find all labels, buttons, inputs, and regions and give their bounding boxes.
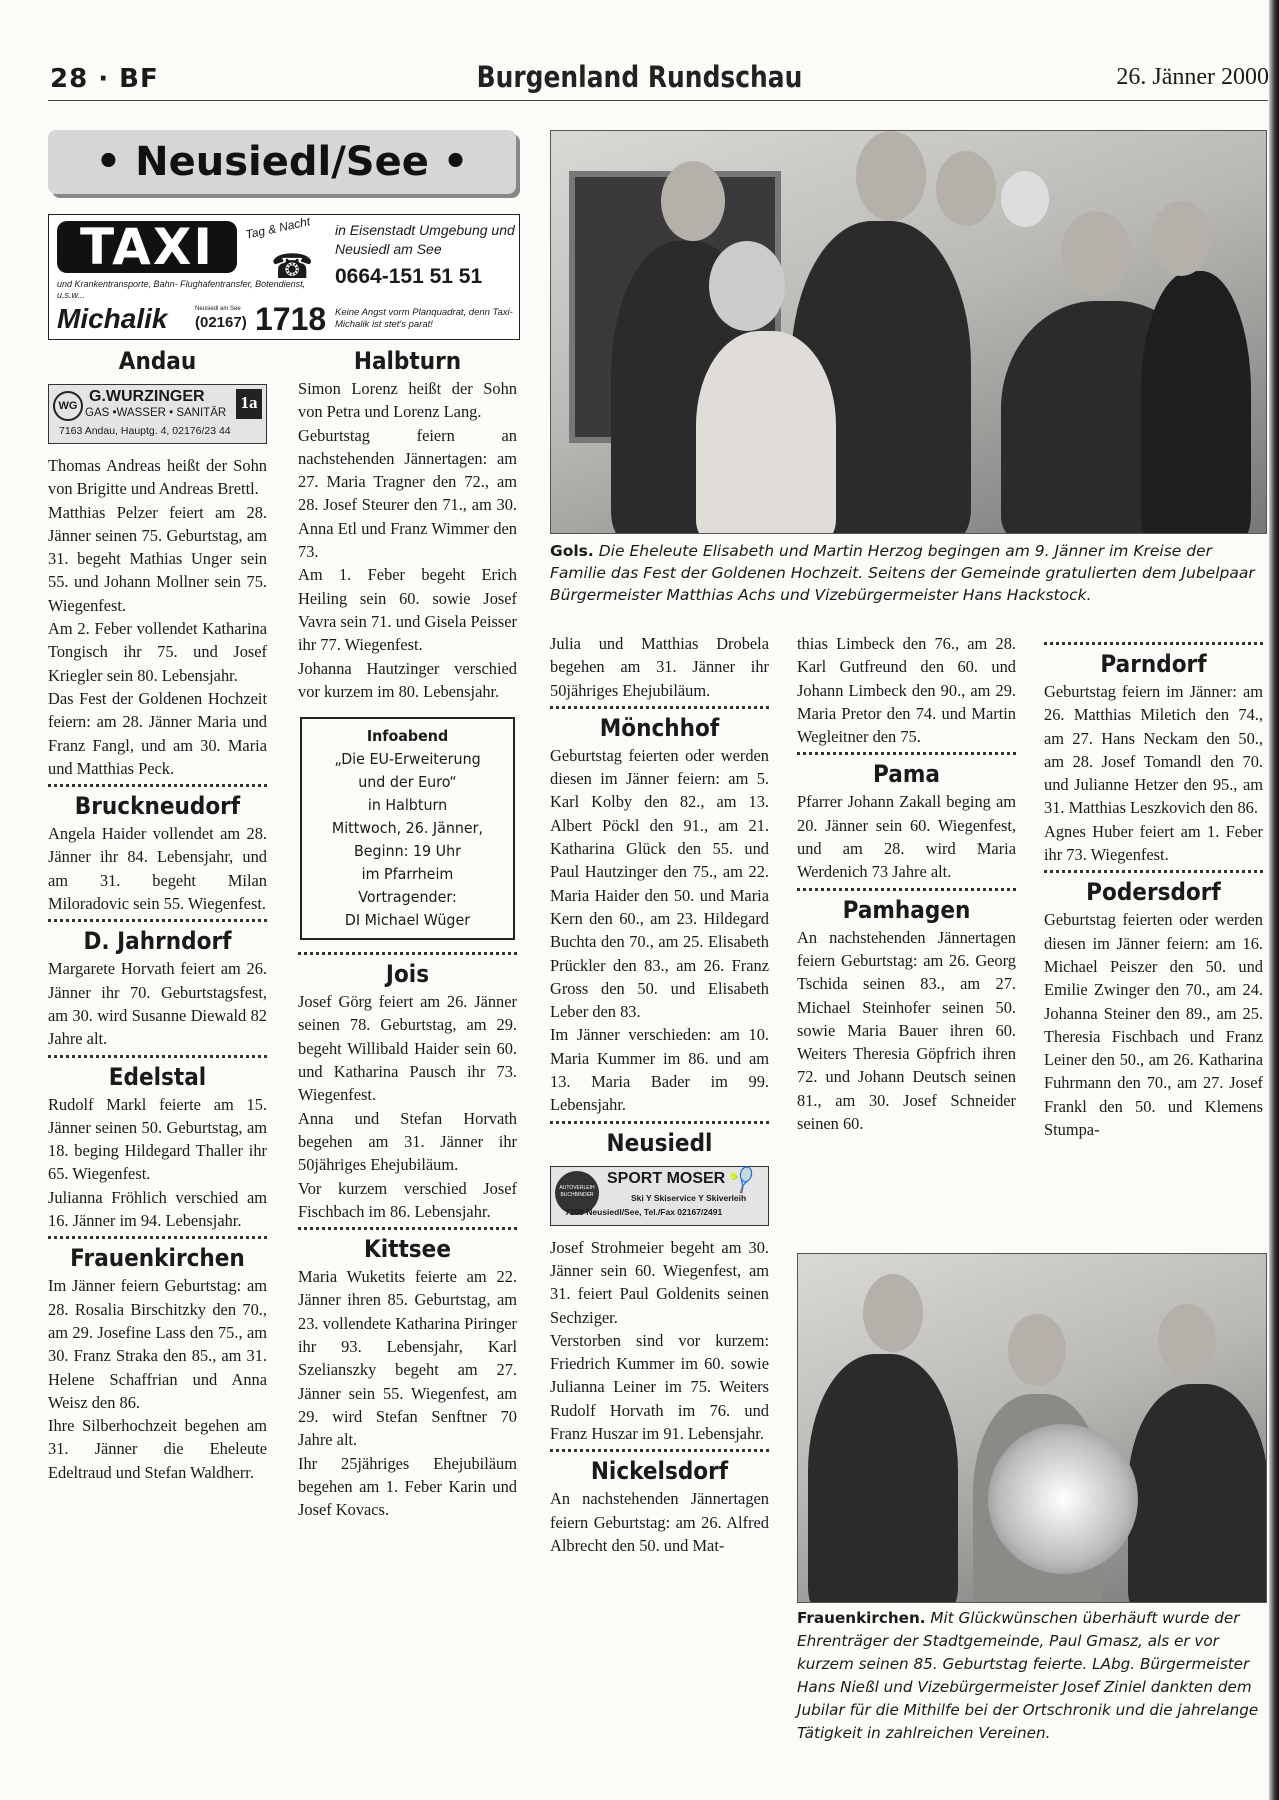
article-paragraph: Thomas Andreas heißt der Sohn von Brigitte und Andreas Brettl. [48, 456, 267, 499]
dotted-divider [298, 1227, 517, 1230]
article-paragraph: Johanna Hautzinger verschied vor kurzem im 80. Lebensjahr. [298, 658, 517, 701]
article-paragraph: thias Limbeck den 76., am 28. Karl Gutfreund den 60. und Johann Limbeck den 90., am 29. Maria Pretor den 74. und Martin Wegleitner den 75. [797, 634, 1016, 747]
sport-moser-name: SPORT MOSER [607, 1169, 726, 1187]
article-paragraph: An nachstehenden Jännertagen feiern Geburtstag: am 26. Georg Tschida seinen 83., am 27. Michael Steinhofer seinen 50. sowie Maria Bauer ihren 60. Weiters Theresia Göpfrich ihren 72. und Johann Deutsch seinen 81., am 30. Josef Schneider seinen 60. [797, 927, 1016, 1134]
dotted-divider [298, 952, 517, 955]
section-title: • Neusiedl/See • [48, 130, 516, 194]
dotted-divider [48, 784, 267, 787]
article-paragraph: An nachstehenden Jännertagen feiern Geburtstag: am 26. Alfred Albrecht den 50. und Mat- [550, 1489, 769, 1555]
article-paragraph: Am 1. Feber begeht Erich Heiling sein 60. sowie Josef Vavra sein 71. und Gisela Peisser ihr 77. Wiegenfest. [298, 565, 517, 655]
wurzinger-badge: 1a [236, 389, 262, 419]
town-heading: Jois [385, 960, 430, 989]
infoabend-line: Vortragender: [358, 888, 457, 907]
infoabend-line: und der Euro“ [358, 773, 457, 792]
infoabend-title: Infoabend [366, 727, 449, 746]
town-heading: Neusiedl [606, 1128, 713, 1157]
article-paragraph: Anna und Stefan Horvath begehen am 31. Jänner ihr 50jähriges Ehejubiläum. [298, 1108, 517, 1175]
dotted-divider [550, 1121, 769, 1124]
dotted-divider [1044, 642, 1263, 645]
taxi-mobile-number: 0664-151 51 51 [335, 265, 483, 288]
photo-frauenkirchen-birthday [797, 1253, 1267, 1603]
taxi-company-name: Michalik [57, 303, 168, 334]
article-paragraph: Verstorben sind vor kurzem: Friedrich Kummer im 60. sowie Julianna Leiner im 75. Weiters Rudolf Horvath im 76. und Franz Huszar im 91. Lebensjahr. [550, 1330, 769, 1444]
taxi-tag: Tag & Nacht [244, 214, 312, 242]
article-paragraph: Im Jänner verschieden: am 10. Maria Kummer im 86. und am 13. Maria Bader im 99. Lebensjahr. [550, 1025, 769, 1115]
taxi-area-label: Neusiedl am See [195, 306, 241, 312]
article-column-1 [48, 344, 267, 1484]
article-paragraph: Geburtstag feierten oder werden diesen im Jänner feiern: am 5. Karl Kolby den 82., am 13. Albert Pöckl den 91., am 21. Katharina Glück den 55. und Paul Hautzinger den 75., am 22. Maria Haider den 50. und Maria Kern den 60., am 23. Hildegard Buchta den 70., am 25. Elisabeth Prückler den 83., am 26. Franz Gross den 50. und Elisabeth Leber den 83. [550, 745, 769, 1022]
article-paragraph: Geburtstag feiern im Jänner: am 26. Matthias Miletich den 74., am 27. Hans Neckam den 50., am 28. Josef Tomandl den 70. und Julianne Hetzer den 95., am 31. Matthias Leszkovich den 86. [1044, 682, 1263, 818]
town-heading: D. Jahrndorf [83, 927, 232, 956]
town-heading: Pama [873, 760, 940, 789]
article-paragraph: Das Fest der Goldenen Hochzeit feiern: am 28. Jänner Maria und Franz Fangl, und am 30. Maria und Matthias Peck. [48, 688, 267, 778]
article-paragraph: Ihr 25jähriges Ehejubiläum begehen am 1. Feber Karin und Josef Kovacs. [298, 1453, 517, 1520]
caption-place: Frauenkirchen. [797, 1609, 926, 1627]
issue-date: 26. Jänner 2000 [1116, 64, 1269, 90]
photo-caption-gols [550, 540, 1272, 606]
wurzinger-address: 7163 Andau, Hauptg. 4, 02176/23 44 [59, 425, 231, 437]
article-paragraph: Geburtstag feierten oder werden diesen im Jänner feiern: am 16. Michael Peiszer den 50. und Emilie Zwinger den 70., am 24. Johanna Steiner den 89., am 25. Theresia Fischbach und Franz Leiner den 50., am 26. Katharina Fuhrmann den 70., am 27. Josef Frankl den 50. und Klemens Stumpa- [1044, 910, 1263, 1140]
article-paragraph: Simon Lorenz heißt der Sohn von Petra und Lorenz Lang. [298, 379, 517, 422]
article-paragraph: Rudolf Markl feierte am 15. Jänner seinen 50. Geburtstag, am 18. beging Hildegard Thaller ihr 65. Wiegenfest. [48, 1094, 267, 1184]
infoabend-line: Mittwoch, 26. Jänner, [331, 819, 484, 838]
taxi-slogan: Keine Angst vorm Planquadrat, denn Taxi-Michalik ist stet's parat! [335, 307, 513, 330]
town-heading: Bruckneudorf [74, 792, 241, 821]
article-paragraph: Maria Wuketits feierte am 22. Jänner ihren 85. Geburtstag, am 23. vollendete Katharina Piringer ihr 93. Lebensjahr, Karl Szelianszky begeht am 27. Jänner sein 55. Wiegenfest, am 29. wird Stefan Senftner 70 Jahre alt. [298, 1267, 517, 1450]
town-heading: Mönchhof [599, 713, 720, 742]
article-paragraph: Pfarrer Johann Zakall beging am 20. Jänner sein 60. Wiegenfest, und am 28. wird Maria Werdenich 73 Jahre alt. [797, 792, 1016, 882]
caption-place: Gols. [550, 542, 594, 560]
photo-gols-golden-wedding [550, 130, 1267, 534]
article-paragraph: Agnes Huber feiert am 1. Feber ihr 73. Wiegenfest. [1044, 821, 1263, 865]
dotted-divider [1044, 870, 1263, 873]
sport-moser-address: 7100 Neusiedl/See, Tel./Fax 02167/2491 [565, 1206, 723, 1217]
town-heading: Frauenkirchen [70, 1244, 245, 1273]
taxi-region: in Eisenstadt Umgebung und Neusiedl am See [335, 222, 515, 257]
wurzinger-name: G.WURZINGER [89, 388, 205, 405]
article-paragraph: Josef Görg feiert am 26. Jänner seinen 78. Geburtstag, am 29. begeht Willibald Haider sein 60. und Katharina Pausch ihr 73. Wiegenfest. [298, 992, 517, 1105]
dotted-divider [48, 919, 267, 922]
telephone-icon: ☎ [271, 248, 314, 286]
article-paragraph: Im Jänner feiern Geburtstag: am 28. Rosalia Birschitzky den 70., am 29. Josefine Lass den 75., am 30. Franz Straka den 85., am 31. Helene Schaffrian und Anna Weisz den 86. [48, 1276, 267, 1412]
article-paragraph: Vor kurzem verschied Josef Fischbach im 86. Lebensjahr. [298, 1178, 517, 1221]
dotted-divider [48, 1236, 267, 1239]
taxi-services: und Krankentransporte, Bahn- Flughafentransfer, Botendienst, u.s.w... [57, 279, 306, 300]
infoabend-line: „Die EU-Erweiterung [334, 750, 481, 769]
article-column-5 [1044, 638, 1263, 1141]
sport-moser-advertisement [550, 1163, 769, 1226]
dotted-divider [550, 1449, 769, 1452]
caption-text: Die Eheleute Elisabeth und Martin Herzog begingen am 9. Jänner im Kreise der Familie das Fest der Goldenen Hochzeit. Seitens der Gemeinde gratulierten dem Jubelpaar Bürgermeister Matthias Achs und Vizebürgermeister Hans Hackstock. [550, 542, 1255, 604]
taxi-advertisement [48, 214, 520, 340]
article-paragraph: Matthias Pelzer feiert am 28. Jänner seinen 75. Geburtstag, am 31. begeht Mathias Unger sein 55. und Johann Mollner sein 75. Wiegenfest. [48, 502, 267, 615]
dotted-divider [797, 752, 1016, 755]
sport-moser-services: Ski Y Skiservice Y Skiverleih [631, 1192, 747, 1203]
town-heading: Nickelsdorf [590, 1457, 729, 1486]
taxi-area-code: (02167) [195, 314, 247, 331]
autoverleih-badge: AUTOVERLEIH BUCHBINDER [555, 1171, 599, 1215]
page-number: 28 · BF [50, 64, 159, 94]
photo-caption-frauenkirchen [797, 1607, 1269, 1745]
infoabend-line: Beginn: 19 Uhr [353, 842, 462, 861]
town-heading: Kittsee [364, 1235, 451, 1264]
article-column-3 [550, 632, 769, 1557]
infoabend-line: im Pfarrheim [361, 865, 454, 884]
article-column-2 [298, 344, 517, 1521]
article-paragraph: Julia und Matthias Drobela begehen am 31. Jänner ihr 50jähriges Ehejubiläum. [550, 634, 769, 700]
dotted-divider [48, 1055, 267, 1058]
taxi-local-number: 1718 [255, 301, 327, 337]
wurzinger-services: GAS •WASSER • SANITÄR [85, 407, 227, 419]
newspaper-title: Burgenland Rundschau [476, 60, 803, 94]
infoabend-line: in Halbturn [367, 796, 448, 815]
town-heading: Andau [118, 347, 197, 375]
town-heading: Pamhagen [842, 895, 971, 924]
tennis-racket-icon: 🎾 [728, 1163, 762, 1196]
caption-text: Mit Glückwünschen überhäuft wurde der Ehrenträger der Stadtgemeinde, Paul Gmasz, als er vor kurzem seinen 85. Geburtstag feierte. LAbg. Bürgermeister Hans Nießl und Vizebürgermeister Josef Ziniel dankten dem Jubilar für die Mithilfe bei der Ortschronik und die jahrelange Tätigkeit in zahlreichen Vereinen. [797, 1609, 1259, 1742]
town-heading: Parndorf [1100, 650, 1207, 678]
infoabend-line: DI Michael Wüger [344, 911, 471, 930]
article-column-4 [797, 632, 1016, 1135]
infoabend-box [300, 717, 515, 940]
header-rule [48, 100, 1268, 101]
town-heading: Edelstal [108, 1062, 207, 1091]
town-heading: Podersdorf [1086, 878, 1221, 907]
wurzinger-advertisement [48, 384, 267, 444]
article-paragraph: Margarete Horvath feiert am 26. Jänner ihr 70. Geburtstagsfest, am 30. wird Susanne Diewald 82 Jahre alt. [48, 959, 267, 1049]
article-paragraph: Julianna Fröhlich verschied am 16. Jänner im 94. Lebensjahr. [48, 1187, 267, 1231]
taxi-logo: TAXI [57, 221, 237, 273]
wurzinger-logo: WG [53, 391, 83, 421]
dotted-divider [797, 888, 1016, 891]
dotted-divider [550, 706, 769, 709]
article-paragraph: Angela Haider vollendet am 28. Jänner ihr 84. Lebensjahr, und am 31. begeht Milan Miloradovic sein 55. Wiegenfest. [48, 824, 267, 914]
article-paragraph: Geburtstag feiern an nachstehenden Jännertagen: am 27. Maria Tragner den 72., am 28. Josef Steurer den 71., am 30. Anna Etl und Franz Wimmer den 73. [298, 425, 517, 562]
page-binding-edge [1269, 0, 1279, 1800]
town-heading: Halbturn [353, 347, 462, 375]
article-paragraph: Josef Strohmeier begeht am 30. Jänner sein 60. Wiegenfest, am 31. feiert Paul Goldenits seinen Sechziger. [550, 1237, 769, 1327]
article-paragraph: Ihre Silberhochzeit begehen am 31. Jänner die Eheleute Edeltraud und Stefan Waldherr. [48, 1416, 267, 1482]
article-paragraph: Am 2. Feber vollendet Katharina Tongisch ihr 75. und Josef Kriegler sein 80. Lebensjahr. [48, 619, 267, 685]
